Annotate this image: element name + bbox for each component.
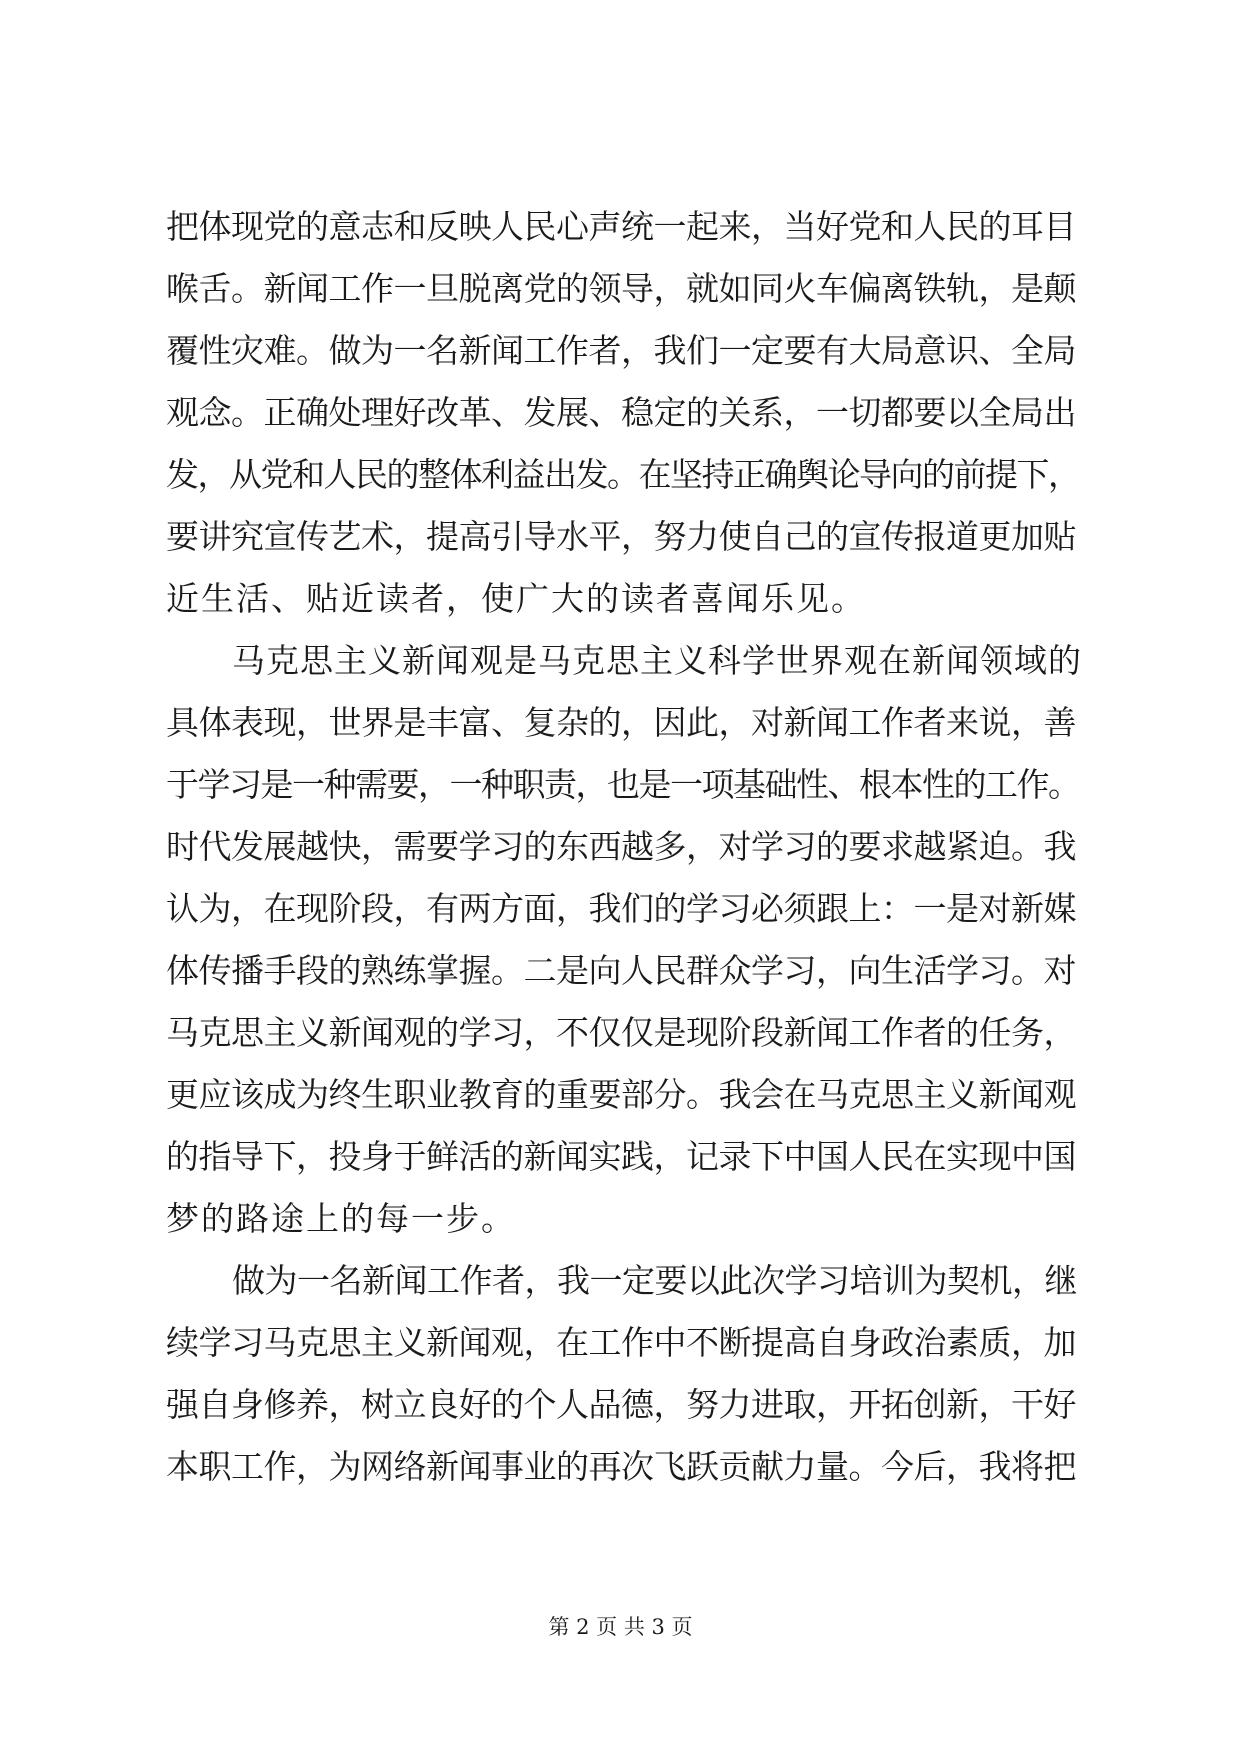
text-line: 强自身修养，树立良好的个人品德，努力进取，开拓创新，干好 [166, 1385, 1076, 1424]
text-line: 把体现党的意志和反映人民心声统一起来，当好党和人民的耳目 [166, 207, 1076, 246]
text-line: 具体表现，世界是丰富、复杂的，因此，对新闻工作者来说，善 [166, 703, 1076, 742]
text-line: 发，从党和人民的整体利益出发。在坚持正确舆论导向的前提下， [166, 455, 1080, 494]
paragraph-first-line: 做为一名新闻工作者，我一定要以此次学习培训为契机，继 [232, 1261, 1077, 1300]
text-line: 认为，在现阶段，有两方面，我们的学习必须跟上：一是对新媒 [166, 889, 1076, 928]
text-line: 本职工作，为网络新闻事业的再次飞跃贡献力量。今后，我将把 [166, 1447, 1076, 1486]
text-line: 于学习是一种需要，一种职责，也是一项基础性、根本性的工作。 [166, 765, 1080, 804]
paragraph-first-line: 马克思主义新闻观是马克思主义科学世界观在新闻领域的 [232, 641, 1082, 680]
text-line: 更应该成为终生职业教育的重要部分。我会在马克思主义新闻观 [166, 1075, 1076, 1114]
text-line: 喉舌。新闻工作一旦脱离党的领导，就如同火车偏离铁轨，是颠 [166, 269, 1076, 308]
text-line: 续学习马克思主义新闻观，在工作中不断提高自身政治素质，加 [166, 1323, 1076, 1362]
text-line: 覆性灾难。做为一名新闻工作者，我们一定要有大局意识、全局 [166, 331, 1076, 370]
text-line: 时代发展越快，需要学习的东西越多，对学习的要求越紧迫。我 [166, 827, 1076, 866]
text-line: 观念。正确处理好改革、发展、稳定的关系，一切都要以全局出 [166, 393, 1076, 432]
text-line: 梦的路途上的每一步。 [166, 1199, 516, 1238]
text-line: 要讲究宣传艺术，提高引导水平，努力使自己的宣传报道更加贴 [166, 517, 1076, 556]
text-line: 近生活、贴近读者，使广大的读者喜闻乐见。 [166, 579, 866, 618]
page-footer: 第 2 页 共 3 页 [548, 1615, 693, 1639]
text-line: 体传播手段的熟练掌握。二是向人民群众学习，向生活学习。对 [166, 951, 1076, 990]
text-line: 的指导下，投身于鲜活的新闻实践，记录下中国人民在实现中国 [166, 1137, 1076, 1176]
text-line: 马克思主义新闻观的学习，不仅仅是现阶段新闻工作者的任务， [166, 1013, 1076, 1052]
